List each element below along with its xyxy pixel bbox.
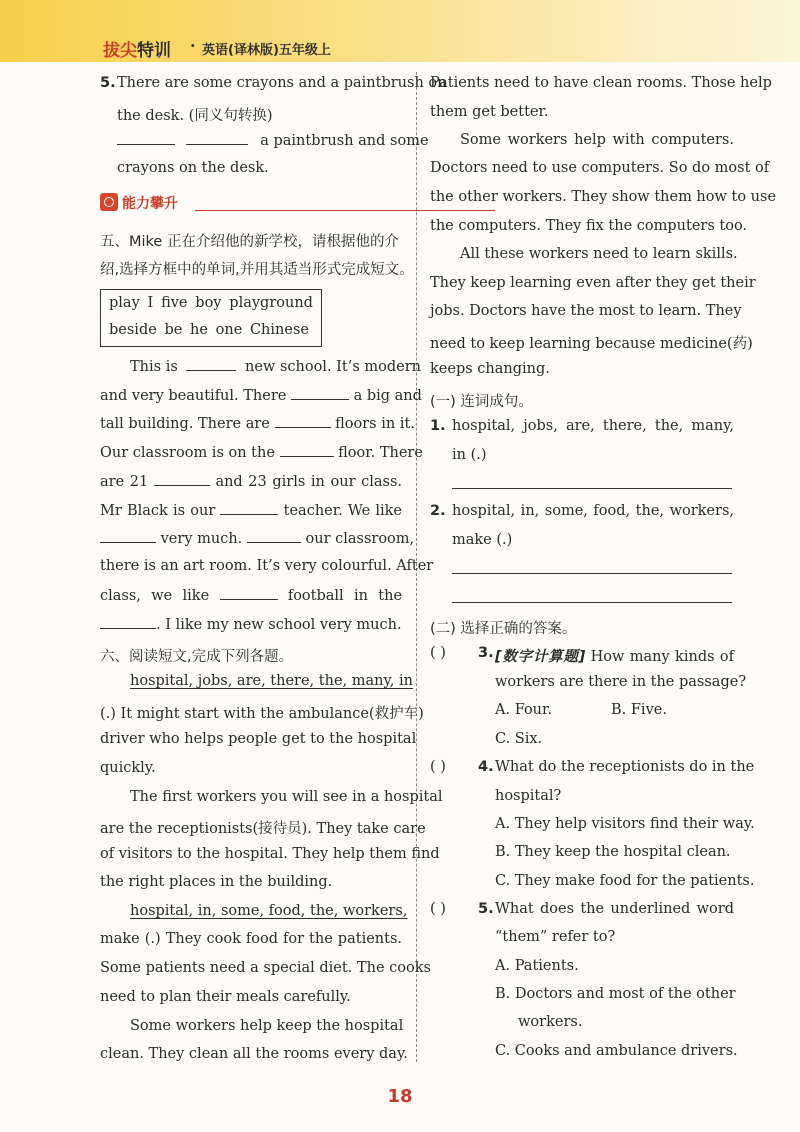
q5-number: 5. bbox=[478, 901, 494, 917]
page-number: 18 bbox=[387, 1086, 413, 1107]
word-box-row1: play I five boy playground bbox=[109, 295, 313, 311]
cloze-line: class, we like football in the bbox=[100, 588, 403, 604]
passage-line: the other workers. They show them how to use bbox=[430, 189, 777, 205]
pencil-icon bbox=[100, 193, 118, 211]
option-b[interactable]: B. They keep the hospital clean. bbox=[495, 844, 731, 860]
answer-blank[interactable] bbox=[220, 587, 278, 600]
passage-line: driver who helps people get to the hospital bbox=[100, 731, 417, 747]
passage-line: hospital, in, some, food, the, workers, bbox=[130, 903, 408, 919]
answer-blank[interactable] bbox=[100, 616, 156, 629]
q5-line2: “them” refer to? bbox=[495, 929, 616, 945]
word-box bbox=[100, 289, 322, 347]
answer-blank[interactable] bbox=[100, 530, 156, 543]
passage-line: need to keep learning because medicine(药) bbox=[430, 336, 753, 352]
q2-answer-line[interactable] bbox=[452, 602, 732, 603]
q2-answer-line[interactable] bbox=[452, 573, 732, 574]
word-box-row2: beside be he one Chinese bbox=[109, 322, 309, 338]
answer-blank[interactable] bbox=[291, 387, 349, 400]
q5-prev-number: 5. bbox=[100, 75, 116, 91]
q2-line2: make (.) bbox=[452, 532, 513, 548]
passage-line: clean. They clean all the rooms every day. bbox=[100, 1046, 408, 1062]
passage-line: of visitors to the hospital. They help them find bbox=[100, 846, 440, 862]
answer-blank[interactable] bbox=[280, 444, 334, 457]
answer-blank[interactable] bbox=[186, 132, 248, 145]
part6-heading: 六、阅读短文,完成下列各题。 bbox=[100, 649, 294, 665]
option-c[interactable]: C. They make food for the patients. bbox=[495, 873, 755, 889]
q4-number: 4. bbox=[478, 759, 494, 775]
passage-line: the computers. They fix the computers too. bbox=[430, 218, 748, 234]
q2-line1: hospital, in, some, food, the, workers, bbox=[452, 503, 734, 519]
option-c[interactable]: C. Six. bbox=[495, 731, 543, 747]
passage-line: the right places in the building. bbox=[100, 874, 333, 890]
cloze-line: very much. our classroom, bbox=[100, 530, 402, 547]
q1-line2: in (.) bbox=[452, 447, 487, 463]
answer-blank[interactable] bbox=[220, 502, 278, 515]
cloze-line: there is an art room. It’s very colourful. After bbox=[100, 558, 434, 574]
passage-line: Doctors need to use computers. So do most of bbox=[430, 160, 770, 176]
answer-blank[interactable] bbox=[154, 473, 210, 486]
passage-line: quickly. bbox=[100, 760, 156, 776]
q3-number: 3. bbox=[478, 645, 494, 661]
answer-blank[interactable] bbox=[117, 132, 175, 145]
q5-prev-line4: crayons on the desk. bbox=[117, 160, 269, 176]
answer-blank[interactable] bbox=[247, 530, 301, 543]
q5-prev-line1: There are some crayons and a paintbrush on bbox=[117, 75, 447, 91]
option-b-cont: workers. bbox=[518, 1014, 583, 1030]
option-a[interactable]: A. Patients. bbox=[495, 958, 579, 974]
brand-logo: 拔尖特训 bbox=[103, 41, 171, 61]
q4-line2: hospital? bbox=[495, 788, 562, 804]
cloze-line: and very beautiful. There a big and bbox=[100, 388, 422, 404]
cloze-line: are 21 and 23 girls in our class. bbox=[100, 474, 402, 490]
sub1-heading: (一) 连词成句。 bbox=[430, 394, 533, 410]
passage-line: The first workers you will see in a hospital bbox=[130, 789, 443, 805]
option-a[interactable]: A. They help visitors find their way. bbox=[495, 816, 755, 832]
option-b[interactable]: B. Five. bbox=[611, 702, 667, 718]
q4-line1: What do the receptionists do in the bbox=[495, 759, 755, 775]
q3-line2: workers are there in the passage? bbox=[495, 674, 747, 690]
q5-prev-line2: the desk. (同义句转换) bbox=[117, 108, 273, 124]
answer-blank[interactable] bbox=[275, 415, 331, 428]
passage-line: jobs. Doctors have the most to learn. They bbox=[430, 303, 742, 319]
q3-line1: [数字计算题] How many kinds of bbox=[495, 649, 734, 665]
passage-line: make (.) They cook food for the patients. bbox=[100, 931, 402, 947]
ability-section-header bbox=[100, 193, 400, 215]
cloze-line: . I like my new school very much. bbox=[100, 616, 402, 633]
passage-line: are the receptionists(接待员). They take care bbox=[100, 821, 426, 837]
part5-heading1: 五、Mike 正在介绍他的新学校，请根据他的介 bbox=[100, 234, 399, 250]
cloze-line: Our classroom is on the floor. There bbox=[100, 445, 423, 461]
passage-line: They keep learning even after they get their bbox=[430, 275, 756, 291]
section-label: 能力攀升 bbox=[122, 196, 178, 212]
option-b[interactable]: B. Doctors and most of the other bbox=[495, 986, 736, 1002]
q1-answer-line[interactable] bbox=[452, 488, 732, 489]
answer-blank[interactable] bbox=[186, 358, 236, 371]
page-header bbox=[0, 0, 800, 62]
passage-line: Patients need to have clean rooms. Those help bbox=[430, 75, 772, 91]
passage-line: All these workers need to learn skills. bbox=[460, 246, 738, 262]
passage-line: Some workers help with computers. bbox=[460, 132, 734, 148]
passage-line: Some patients need a special diet. The cooks bbox=[100, 960, 431, 976]
header-subject: 英语(译林版)五年级上 bbox=[202, 43, 331, 58]
sub2-heading: (二) 选择正确的答案。 bbox=[430, 621, 577, 637]
option-c[interactable]: C. Cooks and ambulance drivers. bbox=[495, 1043, 738, 1059]
q2-number: 2. bbox=[430, 503, 446, 519]
option-a[interactable]: A. Four. bbox=[495, 702, 552, 718]
q1-line1: hospital, jobs, are, there, the, many, bbox=[452, 418, 734, 434]
passage-line: hospital, jobs, are, there, the, many, in bbox=[130, 673, 413, 689]
section-rule bbox=[195, 210, 495, 211]
part5-heading2: 绍,选择方框中的单词,并用其适当形式完成短文。 bbox=[100, 262, 414, 278]
cloze-line: tall building. There are floors in it. bbox=[100, 416, 415, 432]
q5-prev-line3: a paintbrush and some bbox=[117, 132, 402, 149]
passage-line: Some workers help keep the hospital bbox=[130, 1018, 404, 1034]
passage-line: them get better. bbox=[430, 104, 549, 120]
answer-paren[interactable]: ( ) bbox=[430, 759, 446, 775]
q5-line1: What does the underlined word bbox=[495, 901, 734, 917]
passage-line: keeps changing. bbox=[430, 361, 550, 377]
cloze-line: Mr Black is our teacher. We like bbox=[100, 503, 402, 519]
passage-line: need to plan their meals carefully. bbox=[100, 989, 351, 1005]
q1-number: 1. bbox=[430, 418, 446, 434]
cloze-line: This is new school. It’s modern bbox=[130, 359, 421, 375]
answer-paren[interactable]: ( ) bbox=[430, 645, 446, 661]
passage-line: (.) It might start with the ambulance(救护车) bbox=[100, 706, 424, 722]
answer-paren[interactable]: ( ) bbox=[430, 901, 446, 917]
header-separator: · bbox=[190, 36, 196, 55]
